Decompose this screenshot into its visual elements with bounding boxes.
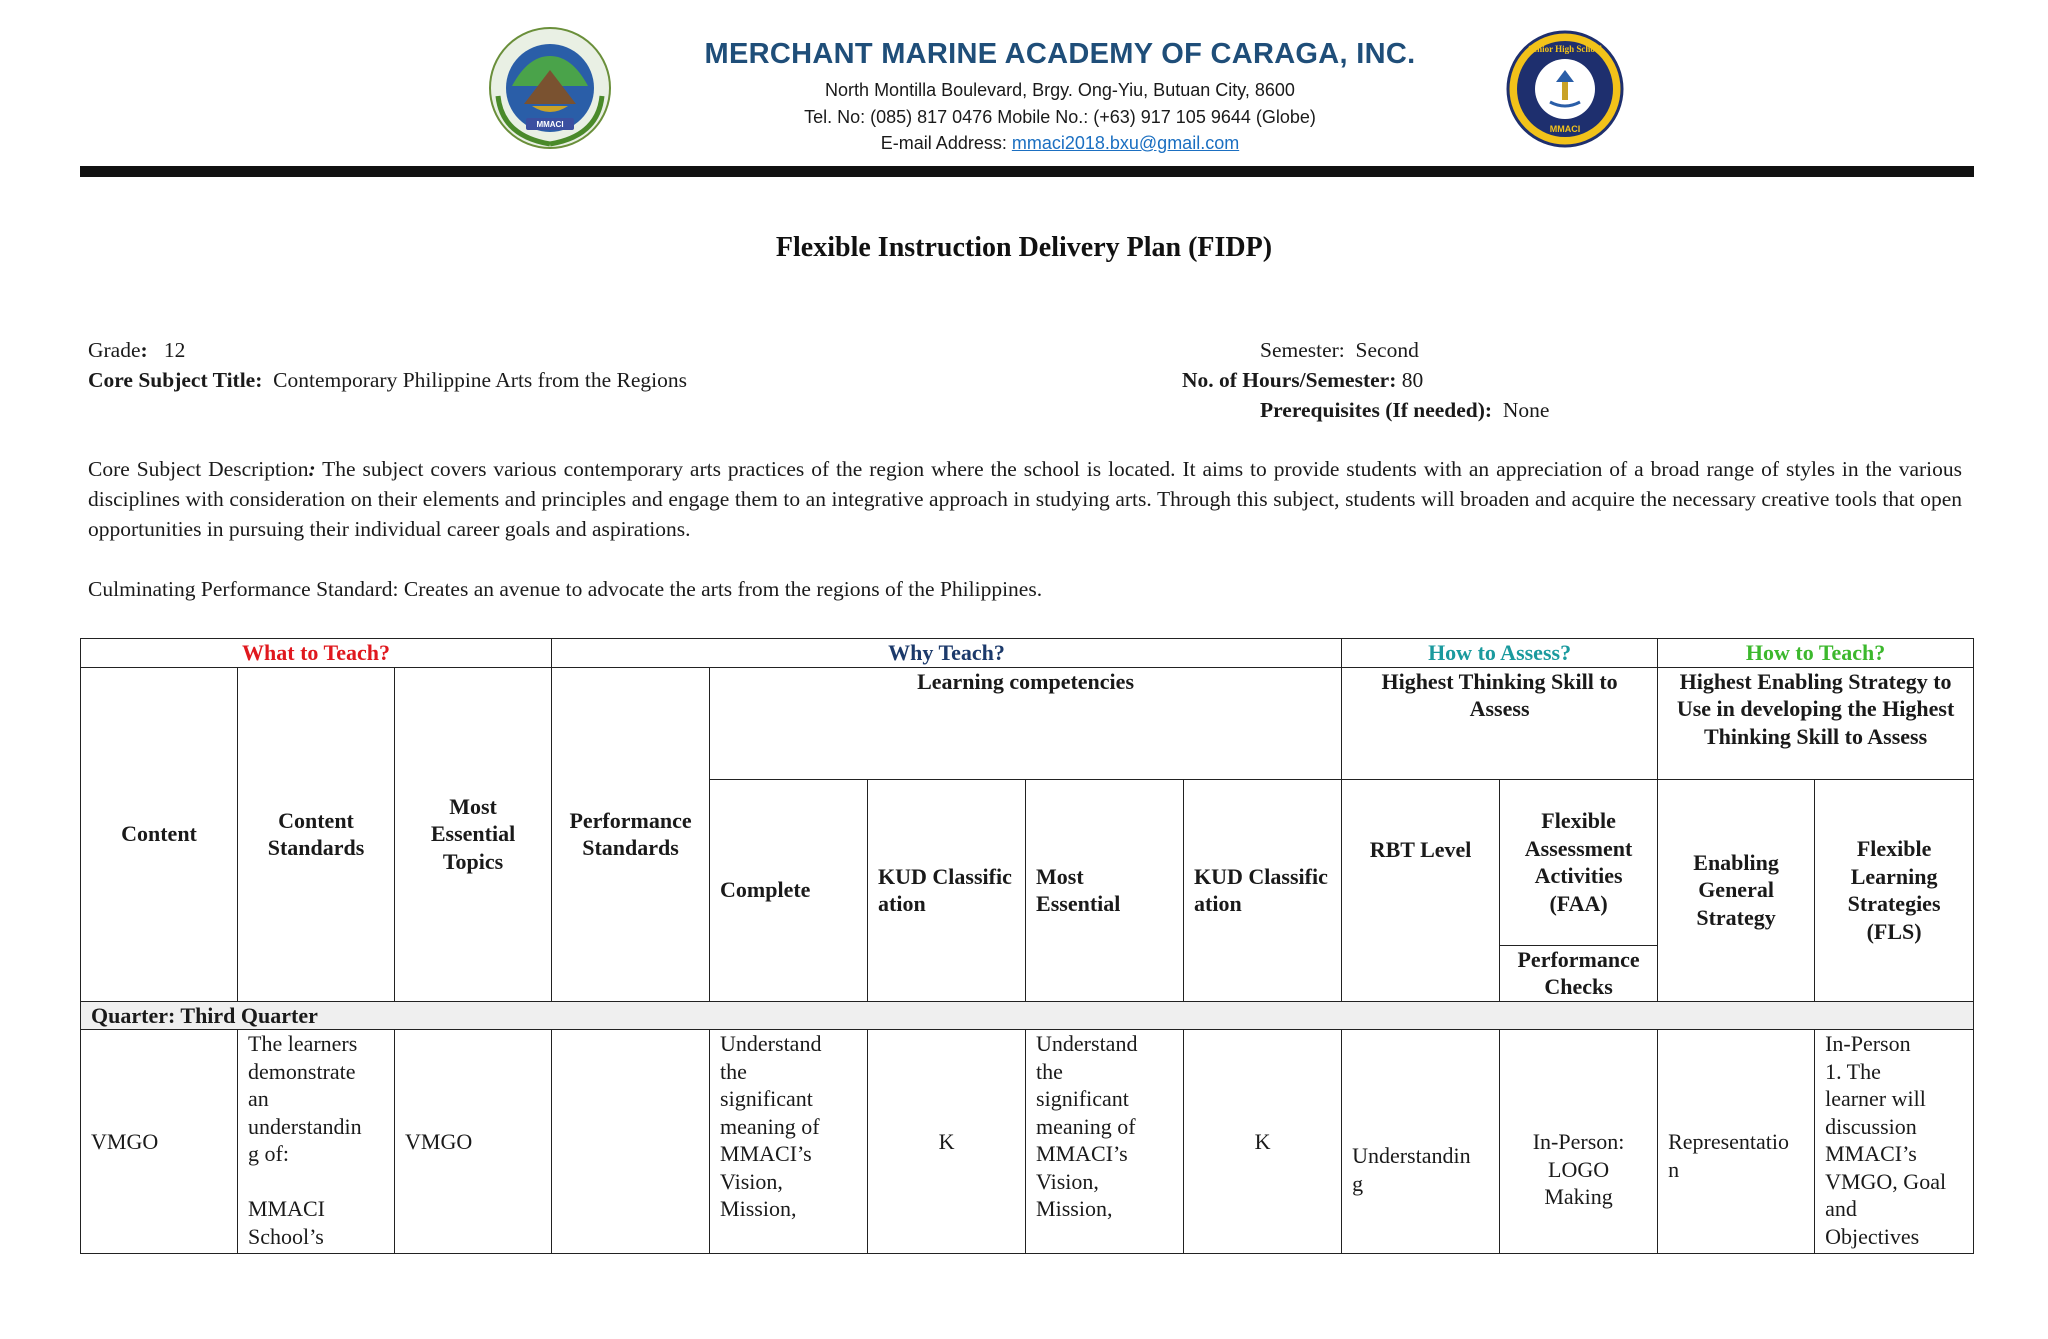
email-label: E-mail Address: [880, 133, 1012, 153]
email-link[interactable]: mmaci2018.bxu@gmail.com [1011, 133, 1240, 153]
cell-line: meaning of [720, 1113, 820, 1139]
grade-value: 12 [163, 338, 186, 362]
cell-line: meaning of [1036, 1113, 1136, 1139]
col-content: Content [81, 667, 238, 1001]
cell-line: learner will [1825, 1086, 1926, 1111]
cell-line: VMGO, Goal [1825, 1168, 1947, 1194]
cell-kud-2: K [1184, 1030, 1342, 1254]
cell-line: Mission, [1036, 1196, 1113, 1221]
cell-line: MMACI’s [720, 1141, 812, 1166]
cell-line: Vision, [1036, 1168, 1099, 1194]
cell-line: Making [1544, 1184, 1613, 1210]
school-address: North Montilla Boulevard, Brgy. Ong-Yiu, Butuan City, 8600 [825, 80, 1295, 100]
semester-value: Second [1355, 338, 1419, 362]
cell-line: significant [720, 1086, 813, 1111]
core-subject-description: Core Subject Description: The subject covers various contemporary arts practices of the region where the school is located. It aims to provide students with an appreciation of a broad range of styles in the various disciplines with consideration on their elements and principles and engage them to an integrative approach in studying arts. Through this subject, students will broaden and acquire the necessary creative tools that open opportunities in pursuing their individual career goals and aspirations. [88, 457, 1962, 541]
cell-text-lines [1036, 1030, 1173, 1223]
cell-line: n [1668, 1156, 1680, 1182]
col-kud-classification-1: KUD Classification [868, 779, 1026, 1001]
cell-line: the [1036, 1058, 1063, 1084]
cell-complete [710, 1030, 868, 1254]
svg-text:MMACI: MMACI [536, 120, 564, 129]
cell-fls [1815, 1030, 1974, 1254]
cell-text-lines [1825, 1030, 1963, 1250]
prerequisites-value: None [1502, 398, 1550, 422]
section-how-to-teach: How to Teach? [1658, 639, 1974, 668]
group-highest-thinking-skill: Highest Thinking Skill to Assess [1342, 667, 1658, 779]
cell-enabling-strategy [1658, 1030, 1815, 1254]
cell-text-lines [720, 1030, 857, 1223]
quarter-row: Quarter: Third Quarter [81, 1001, 1974, 1030]
cell-line [248, 1168, 384, 1196]
cell-line: 1. The [1825, 1058, 1881, 1084]
hours-value: 80 [1401, 368, 1424, 392]
section-what-to-teach: What to Teach? [81, 639, 552, 668]
cell-line: and [1825, 1196, 1857, 1221]
cell-line: Understandin [1352, 1143, 1471, 1168]
cell-line: an [248, 1086, 269, 1111]
letterhead [640, 38, 1480, 157]
mmaci-seal-logo [488, 26, 612, 150]
col-performance-standards: Performance Standards [552, 667, 710, 1001]
cell-line: MMACI [248, 1196, 326, 1221]
cell-line: MMACI’s [1825, 1141, 1917, 1166]
culminating-performance-standard: Culminating Performance Standard: Creates an avenue to advocate the arts from the regions of the Philippines. [88, 577, 1043, 601]
col-most-essential-topics: Most Essential Topics [395, 667, 552, 1001]
group-highest-enabling-strategy: Highest Enabling Strategy to Use in developing the Highest Thinking Skill to Assess [1658, 667, 1974, 779]
cell-line: LOGO [1548, 1156, 1610, 1182]
cell-performance-standards [552, 1030, 710, 1254]
cell-text-lines [1668, 1128, 1804, 1183]
school-phone: Tel. No: (085) 817 0476 Mobile No.: (+63) 917 105 9644 (Globe) [804, 106, 1316, 127]
school-name: MERCHANT MARINE ACADEMY OF CARAGA, INC. [704, 38, 1416, 70]
cell-text-lines [1352, 1142, 1489, 1197]
cell-line: g of: [248, 1141, 289, 1166]
cell-text-lines [248, 1030, 384, 1250]
cell-line: Vision, [720, 1168, 783, 1194]
col-rbt-level: RBT Level [1342, 779, 1500, 1001]
col-kud-classification-2: KUD Classification [1184, 779, 1342, 1001]
cell-line: The learners [248, 1031, 358, 1056]
cell-line: discussion [1825, 1113, 1917, 1139]
col-flexible-learning-strategies: Flexible Learning Strategies (FLS) [1815, 779, 1974, 1001]
col-flexible-assessment-activities: Flexible Assessment Activities (FAA) [1500, 779, 1658, 945]
cell-line: Representatio [1668, 1129, 1790, 1154]
cell-rbt-level [1342, 1030, 1500, 1254]
cell-kud-1: K [868, 1030, 1026, 1254]
cell-content-standards [238, 1030, 395, 1254]
cell-line: understandin [248, 1113, 362, 1139]
header-rule [80, 166, 1974, 177]
col-performance-checks: Performance Checks [1500, 945, 1658, 1001]
table-row [81, 1030, 1974, 1254]
cell-text-lines [1510, 1128, 1647, 1211]
cell-content: VMGO [81, 1030, 238, 1254]
fidp-table [80, 638, 1974, 1254]
cell-most-essential-topics: VMGO [395, 1030, 552, 1254]
cell-line: In-Person: [1532, 1129, 1625, 1155]
subject-title-value: Contemporary Philippine Arts from the Regions [273, 368, 687, 392]
cell-line: Mission, [720, 1196, 797, 1221]
school-email-line [640, 130, 1480, 157]
cell-most-essential [1026, 1030, 1184, 1254]
cell-line: the [720, 1058, 747, 1084]
grade-field: Grade: 12 [88, 338, 186, 362]
col-content-standards: Content Standards [238, 667, 395, 1001]
col-most-essential: Most Essential [1026, 779, 1184, 1001]
prerequisites-field: Prerequisites (If needed): None [1260, 398, 1550, 422]
senior-high-school-seal [1506, 30, 1624, 148]
cell-line: Understand [720, 1031, 822, 1056]
cell-faa [1500, 1030, 1658, 1254]
cell-line: g [1352, 1170, 1364, 1196]
cell-line: In-Person [1825, 1031, 1911, 1056]
hours-field: No. of Hours/Semester: 80 [1182, 368, 1424, 392]
cell-line: demonstrate [248, 1058, 356, 1084]
cell-line: MMACI’s [1036, 1141, 1128, 1166]
group-learning-competencies: Learning competencies [710, 667, 1342, 779]
semester-field: Semester: Second [1260, 338, 1419, 362]
svg-text:Senior High School: Senior High School [1528, 44, 1602, 54]
cell-line: significant [1036, 1086, 1129, 1111]
cell-line: School’s [248, 1223, 324, 1249]
col-complete: Complete [710, 779, 868, 1001]
cell-line: Understand [1036, 1031, 1138, 1056]
document-title: Flexible Instruction Delivery Plan (FIDP) [775, 232, 1273, 263]
section-how-to-assess: How to Assess? [1342, 639, 1658, 668]
subject-title-field: Core Subject Title: Contemporary Philippine Arts from the Regions [88, 368, 687, 392]
cell-line: Objectives [1825, 1223, 1920, 1249]
svg-text:MMACI: MMACI [1549, 124, 1581, 134]
col-enabling-general-strategy: Enabling General Strategy [1658, 779, 1815, 1001]
section-why-teach: Why Teach? [552, 639, 1342, 668]
